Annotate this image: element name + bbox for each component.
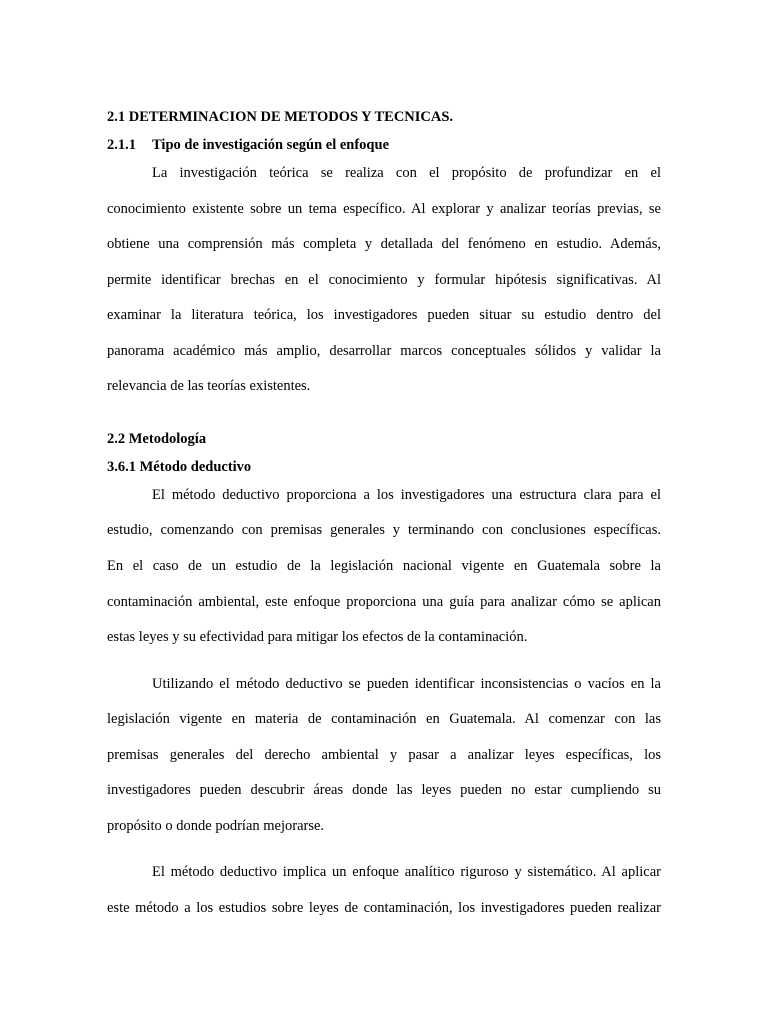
section-heading-determinacion: 2.1 DETERMINACION DE METODOS Y TECNICAS. (107, 109, 454, 125)
paragraph-line: conocimiento existente sobre un tema específico. Al explorar y analizar teorías previas, se (107, 201, 661, 217)
paragraph-line: este método a los estudios sobre leyes de contaminación, los investigadores pueden realizar (107, 900, 661, 916)
paragraph-line: La investigación teórica se realiza con el propósito de profundizar en el (152, 165, 661, 181)
subsection-number: 2.1.1 (107, 137, 136, 153)
paragraph-line: En el caso de un estudio de la legislación nacional vigente en Guatemala sobre la (107, 558, 661, 574)
paragraph-line: examinar la literatura teórica, los investigadores pueden situar su estudio dentro del (107, 307, 661, 323)
paragraph-line: panorama académico más amplio, desarrollar marcos conceptuales sólidos y validar la (107, 343, 661, 359)
subsection-heading-metodo-deductivo: 3.6.1 Método deductivo (107, 459, 252, 475)
paragraph-line: contaminación ambiental, este enfoque proporciona una guía para analizar cómo se aplican (107, 594, 661, 610)
paragraph-line: El método deductivo implica un enfoque analítico riguroso y sistemático. Al aplicar (152, 864, 661, 880)
section-heading-metodologia: 2.2 Metodología (107, 431, 207, 447)
paragraph-line: El método deductivo proporciona a los investigadores una estructura clara para el (152, 487, 661, 503)
paragraph-line: Utilizando el método deductivo se pueden identificar inconsistencias o vacíos en la (152, 676, 661, 692)
subsection-title-tipo-investigacion: Tipo de investigación según el enfoque (152, 137, 389, 153)
paragraph-line: premisas generales del derecho ambiental y pasar a analizar leyes específicas, los (107, 747, 661, 763)
paragraph-line: legislación vigente en materia de contaminación en Guatemala. Al comenzar con las (107, 711, 661, 727)
paragraph-line: permite identificar brechas en el conocimiento y formular hipótesis significativas. Al (107, 272, 661, 288)
paragraph-line: obtiene una comprensión más completa y detallada del fenómeno en estudio. Además, (107, 236, 661, 252)
paragraph-line: estudio, comenzando con premisas generales y terminando con conclusiones específicas. (107, 522, 661, 538)
paragraph-line: relevancia de las teorías existentes. (107, 378, 311, 394)
paragraph-line: investigadores pueden descubrir áreas donde las leyes pueden no estar cumpliendo su (107, 782, 661, 798)
paragraph-line: propósito o donde podrían mejorarse. (107, 818, 325, 834)
paragraph-line: estas leyes y su efectividad para mitigar los efectos de la contaminación. (107, 629, 528, 645)
